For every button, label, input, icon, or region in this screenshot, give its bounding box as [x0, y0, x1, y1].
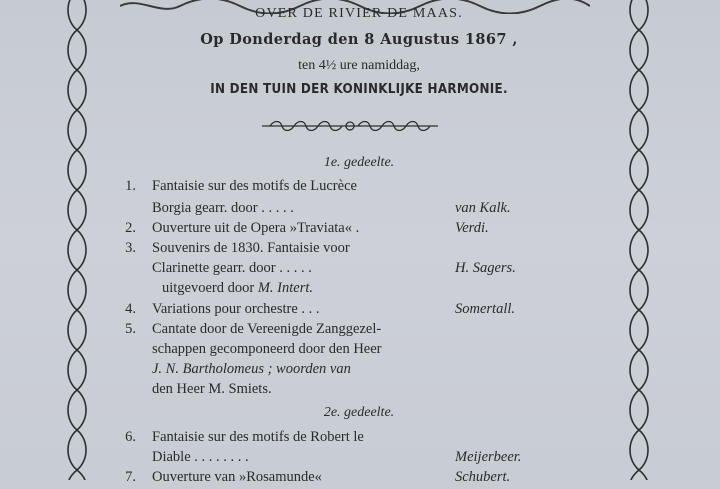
item-line: Fantaisie sur des motifs de Lucrèce: [152, 178, 357, 194]
item-line: Ouverture van »Rosamunde«: [152, 469, 322, 485]
item-performer: M. Intert.: [257, 280, 314, 296]
item-number: 2.: [125, 220, 136, 236]
item-number: 5.: [125, 321, 136, 337]
program-item-continued: [100, 280, 618, 300]
item-line: J. N. Bartholomeus ; woorden van: [152, 361, 351, 377]
time-line: ten 4½ ure namiddag,: [298, 58, 420, 73]
program-item: [100, 240, 618, 260]
item-composer: Somertall.: [455, 301, 516, 317]
item-line: Diable . . . . . . . .: [152, 449, 249, 465]
program-item-continued: [100, 449, 618, 469]
left-ornamental-border: [60, 0, 94, 480]
program-item: [100, 469, 618, 489]
item-line: Borgia gearr. door . . . . .: [152, 200, 294, 216]
section-title-1: 1e. gedeelte.: [323, 155, 395, 170]
item-composer: Meijerbeer.: [455, 449, 522, 465]
venue-line: OVER DE RIVIER DE MAAS.: [255, 6, 463, 21]
item-line: Clarinette gearr. door . . . . .: [152, 260, 312, 276]
item-line: Variations pour orchestre . . .: [152, 301, 320, 317]
program-content: [100, 0, 618, 485]
item-line: Souvenirs de 1830. Fantaisie voor: [152, 240, 350, 256]
program-item-continued: [100, 200, 618, 220]
program-item-continued: [100, 361, 618, 381]
program-item: [100, 220, 618, 240]
program-item-continued: [100, 341, 618, 361]
item-composer: Verdi.: [455, 220, 489, 236]
item-line: Ouverture uit de Opera »Traviata« .: [152, 220, 360, 236]
item-number: 6.: [125, 429, 136, 445]
item-line: Fantaisie sur des motifs de Robert le: [152, 429, 364, 445]
item-number: 3.: [125, 240, 136, 256]
item-composer: H. Sagers.: [455, 260, 516, 276]
item-composer: Schubert.: [455, 469, 511, 485]
item-number: 7.: [125, 469, 136, 485]
item-composer: van Kalk.: [455, 200, 511, 216]
program-item: [100, 178, 618, 198]
item-line: uitgevoerd door: [162, 280, 255, 296]
item-number: 4.: [125, 301, 136, 317]
item-number: 1.: [125, 178, 136, 194]
program-item: [100, 429, 618, 449]
program-item-continued: [100, 381, 618, 401]
item-line: den Heer M. Smiets.: [152, 381, 272, 397]
item-line: schappen gecomponeerd door den Heer: [152, 341, 382, 357]
date-line: Op Donderdag den 8 Augustus 1867 ,: [200, 31, 518, 48]
flourish-divider: [260, 118, 440, 134]
location-line: IN DEN TUIN DER KONINKLIJKE HARMONIE.: [210, 82, 508, 97]
right-ornamental-border: [622, 0, 656, 480]
program-item-continued: [100, 260, 618, 280]
section-title-2: 2e. gedeelte.: [323, 405, 395, 420]
program-item: [100, 321, 618, 341]
item-line: Cantate door de Vereenigde Zanggezel-: [152, 321, 382, 337]
program-item: [100, 301, 618, 321]
